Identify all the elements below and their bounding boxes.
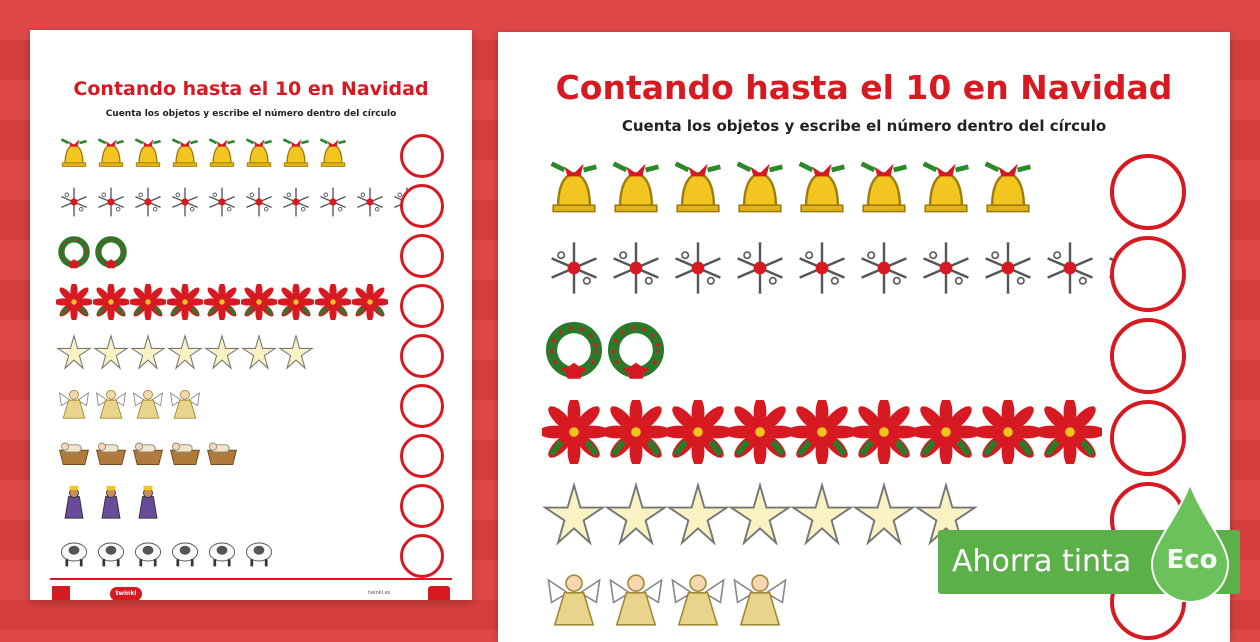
drop-icon: [1150, 482, 1230, 602]
bell-icon: [278, 134, 314, 174]
star-icon: [604, 482, 668, 550]
eco-badge-tag: Eco: [1166, 545, 1218, 575]
answer-circle[interactable]: [400, 284, 444, 328]
sheep-icon: [241, 534, 277, 574]
poinsettia-icon: [241, 284, 277, 324]
answer-circle[interactable]: [400, 434, 444, 478]
mistletoe-icon: [604, 236, 668, 304]
wise-man-icon: [130, 484, 166, 524]
sheep-icon: [204, 534, 240, 574]
answer-circle[interactable]: [400, 234, 444, 278]
bell-icon: [542, 154, 606, 222]
poinsettia-icon: [542, 400, 606, 468]
answer-circle[interactable]: [400, 484, 444, 528]
sheep-icon: [167, 534, 203, 574]
answer-circle[interactable]: [1110, 154, 1186, 230]
manger-icon: [130, 434, 166, 474]
poinsettia-icon: [130, 284, 166, 324]
bell-icon: [790, 154, 854, 222]
bell-icon: [666, 154, 730, 222]
bell-icon: [852, 154, 916, 222]
star-icon: [728, 482, 792, 550]
manger-icon: [93, 434, 129, 474]
sheep-icon: [56, 534, 92, 574]
mistletoe-icon: [352, 184, 388, 224]
bell-icon: [914, 154, 978, 222]
bell-icon: [241, 134, 277, 174]
bell-icon: [93, 134, 129, 174]
bell-icon: [976, 154, 1040, 222]
mistletoe-icon: [167, 184, 203, 224]
wise-man-icon: [56, 484, 92, 524]
bell-icon: [315, 134, 351, 174]
poinsettia-icon: [604, 400, 668, 468]
mistletoe-icon: [852, 236, 916, 304]
answer-circle[interactable]: [1110, 318, 1186, 394]
brand-logo: twinkl: [110, 587, 142, 600]
angel-icon: [666, 564, 730, 632]
poinsettia-icon: [976, 400, 1040, 468]
poinsettia-icon: [914, 400, 978, 468]
footer-text: twinkl.es: [368, 590, 391, 596]
wreath-icon: [604, 318, 668, 386]
wise-man-icon: [93, 484, 129, 524]
mistletoe-icon: [278, 184, 314, 224]
bell-icon: [167, 134, 203, 174]
answer-circle[interactable]: [400, 184, 444, 228]
angel-icon: [167, 384, 203, 424]
angel-icon: [93, 384, 129, 424]
mistletoe-icon: [542, 236, 606, 304]
mistletoe-icon: [204, 184, 240, 224]
worksheet-thumbnail[interactable]: [30, 30, 472, 600]
worksheet-subtitle: Cuenta los objetos y escribe el número dentro del círculo: [621, 117, 1107, 135]
mistletoe-icon: [315, 184, 351, 224]
mistletoe-icon: [1038, 236, 1102, 304]
poinsettia-icon: [852, 400, 916, 468]
answer-circle[interactable]: [1110, 400, 1186, 476]
mistletoe-icon: [728, 236, 792, 304]
poinsettia-icon: [728, 400, 792, 468]
star-icon: [542, 482, 606, 550]
answer-circle[interactable]: [400, 384, 444, 428]
bell-icon: [604, 154, 668, 222]
wreath-icon: [56, 234, 92, 274]
poinsettia-icon: [56, 284, 92, 324]
answer-circle[interactable]: [400, 534, 444, 578]
star-icon: [56, 334, 92, 374]
wreath-icon: [93, 234, 129, 274]
star-icon: [790, 482, 854, 550]
star-icon: [93, 334, 129, 374]
angel-icon: [130, 384, 166, 424]
poinsettia-icon: [1038, 400, 1102, 468]
bell-icon: [130, 134, 166, 174]
wreath-icon: [542, 318, 606, 386]
poinsettia-icon: [278, 284, 314, 324]
mistletoe-icon: [976, 236, 1040, 304]
manger-icon: [204, 434, 240, 474]
brand-badge-icon: [428, 586, 450, 600]
star-icon: [130, 334, 166, 374]
star-icon: [278, 334, 314, 374]
star-icon: [241, 334, 277, 374]
star-icon: [852, 482, 916, 550]
mistletoe-icon: [241, 184, 277, 224]
angel-icon: [728, 564, 792, 632]
bell-icon: [56, 134, 92, 174]
qr-code-icon: [52, 586, 70, 600]
poinsettia-icon: [666, 400, 730, 468]
answer-circle[interactable]: [1110, 236, 1186, 312]
star-icon: [167, 334, 203, 374]
sheep-icon: [93, 534, 129, 574]
worksheet-title-small: Contando hasta el 10 en Navidad: [73, 78, 429, 100]
mistletoe-icon: [914, 236, 978, 304]
angel-icon: [542, 564, 606, 632]
bell-icon: [204, 134, 240, 174]
star-icon: [666, 482, 730, 550]
bell-icon: [728, 154, 792, 222]
mistletoe-icon: [130, 184, 166, 224]
mistletoe-icon: [666, 236, 730, 304]
angel-icon: [604, 564, 668, 632]
poinsettia-icon: [167, 284, 203, 324]
manger-icon: [56, 434, 92, 474]
angel-icon: [56, 384, 92, 424]
answer-circle[interactable]: [400, 134, 444, 178]
answer-circle[interactable]: [400, 334, 444, 378]
manger-icon: [167, 434, 203, 474]
poinsettia-icon: [204, 284, 240, 324]
poinsettia-icon: [93, 284, 129, 324]
poinsettia-icon: [315, 284, 351, 324]
eco-badge-label: Ahorra tinta: [952, 544, 1132, 579]
mistletoe-icon: [93, 184, 129, 224]
poinsettia-icon: [352, 284, 388, 324]
poinsettia-icon: [790, 400, 854, 468]
mistletoe-icon: [56, 184, 92, 224]
sheep-icon: [130, 534, 166, 574]
worksheet-subtitle-small: Cuenta los objetos y escribe el número dentro del círculo: [105, 109, 397, 119]
worksheet-title: Contando hasta el 10 en Navidad: [555, 68, 1173, 107]
footer-divider: [50, 578, 452, 580]
star-icon: [204, 334, 240, 374]
mistletoe-icon: [790, 236, 854, 304]
